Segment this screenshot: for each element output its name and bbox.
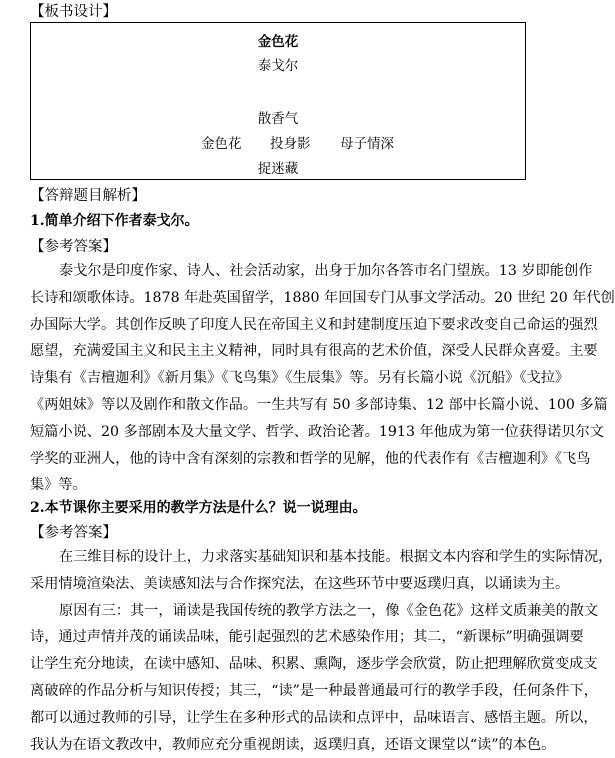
answer-label-1: 【参考答案】 bbox=[30, 239, 117, 255]
answer-2-line: 让学生充分地读，在读中感知、品味、积累、熏陶，逐步学会欣赏，防止把理解欣赏变成支 bbox=[30, 656, 598, 673]
answer-2-line: 诗，通过声情并茂的诵读品味，能引起强烈的艺术感染作用；其二，“新课标”明确强调要 bbox=[30, 629, 584, 646]
board-left-item: 金色花 bbox=[201, 136, 242, 152]
answer-1-line: 《两姐妹》等以及剧作和散文作品。一生共写有 50 多部诗集、12 部中长篇小说、100 多篇 bbox=[30, 396, 608, 413]
board-bottom-item: 捉迷藏 bbox=[257, 161, 299, 177]
answer-1-line: 长诗和颂歌体诗。1878 年赴英国留学，1880 年回国专门从事文学活动。20 世纪 20 年代创 bbox=[30, 289, 615, 306]
board-design-box bbox=[30, 22, 526, 180]
answer-1-line: 学奖的亚洲人，他的诗中含有深刻的宗教和哲学的见解，他的代表作有《吉檀迦利》《飞鸟 bbox=[30, 450, 591, 467]
answer-2-line: 都可以通过教师的引导，让学生在多种形式的品读和点评中，品味语言、感悟主题。所以， bbox=[30, 709, 598, 726]
analysis-header: 【答辩题目解析】 bbox=[30, 188, 146, 204]
board-center-item: 投身影 bbox=[270, 136, 311, 152]
question-2: 2.本节课你主要采用的教学方法是什么？说一说理由。 bbox=[30, 500, 367, 516]
answer-1-line: 办国际大学。其创作反映了印度人民在帝国主义和封建制度压迫下要求改变自己命运的强烈 bbox=[30, 316, 598, 333]
answer-1-line: 短篇小说、20 多部剧本及大量文学、哲学、政治论著。1913 年他成为第一位获得诺贝尔文 bbox=[30, 423, 604, 440]
board-right-item: 母子情深 bbox=[340, 136, 394, 152]
board-title: 金色花 bbox=[257, 34, 299, 50]
answer-1-line: 泰戈尔是印度作家、诗人、社会活动家，出身于加尔各答市名门望族。13 岁即能创作 bbox=[59, 263, 593, 279]
board-author: 泰戈尔 bbox=[257, 58, 299, 74]
answer-label-2: 【参考答案】 bbox=[30, 525, 117, 541]
board-design-header: 【板书设计】 bbox=[30, 4, 117, 20]
answer-1-line: 集》等。 bbox=[30, 477, 87, 494]
answer-2-line: 原因有三：其一，诵读是我国传统的教学方法之一，像《金色花》这样文质兼美的散文 bbox=[59, 602, 599, 619]
answer-1-line: 愿望，充满爱国主义和民主主义精神，同时具有很高的艺术价值，深受人民群众喜爱。主要 bbox=[30, 343, 598, 360]
answer-2-text bbox=[30, 544, 613, 758]
board-top-item: 散香气 bbox=[257, 111, 299, 127]
answer-2-line: 采用情境渲染法、美读感知法与合作探究法，在这些环节中要返璞归真，以诵读为主。 bbox=[30, 575, 570, 592]
question-1: 1.简单介绍下作者泰戈尔。 bbox=[30, 213, 199, 229]
answer-2-line: 在三维目标的设计上，力求落实基础知识和基本技能。根据文本内容和学生的实际情况， bbox=[59, 549, 613, 565]
answer-2-line: 我认为在语文教改中，教师应充分重视朗读，返璞归真，还语文课堂以“读”的本色。 bbox=[30, 736, 556, 753]
answer-2-line: 离破碎的作品分析与知识传授；其三，“读”是一种最普通最可行的教学手段，任何条件下， bbox=[30, 682, 598, 699]
answer-1-line: 诗集有《吉檀迦利》《新月集》《飞鸟集》《生辰集》等。另有长篇小说《沉船》《戈拉》 bbox=[30, 370, 570, 387]
answer-1-text bbox=[30, 258, 615, 499]
